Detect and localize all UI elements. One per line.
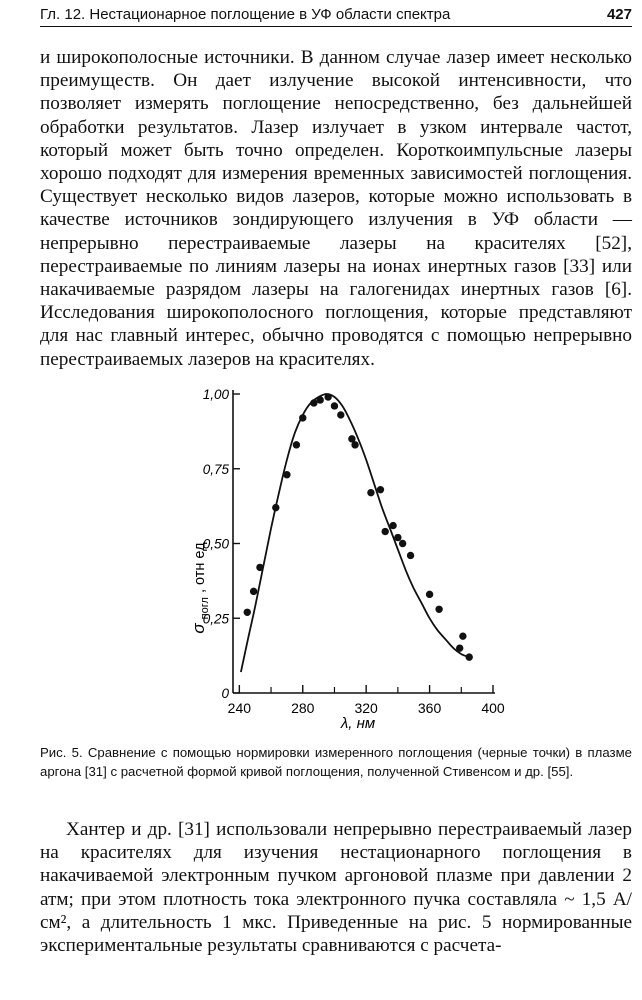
body-paragraph-1: и широкополосные источники. В данном случае лазер имеет несколько преимуществ. Он дает излучение высокой интенсивности, что позволяет измерять поглощение непосредственно, без дальнейшей обработки результатов. Лазер излучает в узком интервале частот, который может быть точно определен. Короткоимпульсные лазеры хорошо подходят для измерения временных зависимостей поглощения. Существует несколько видов лазеров, которые можно использовать в качестве источников зондирующего излучения в УФ области — непрерывно перестраиваемые лазеры на красителях [52], перестраиваемые по линиям лазеры на ионах инертных газов [33] или накачиваемые разрядом лазеры на галогенидах инертных газов [6]. Исследования широкополосного поглощения, которые представляют для нас главный интерес, обычно проводятся с помощью непрерывно перестраиваемых лазеров на красителях.: [40, 47, 632, 370]
data-point: [331, 402, 338, 409]
y-axis-label-symbol: σ: [189, 623, 208, 634]
y-tick-label: 0,75: [202, 461, 229, 477]
y-axis-label-subscript: погл: [199, 597, 211, 620]
data-point: [426, 591, 433, 598]
calculated-curve: [241, 394, 469, 672]
y-tick-label: 0,25: [202, 611, 229, 627]
data-point: [466, 653, 473, 660]
x-tick-label: 400: [481, 700, 505, 716]
y-tick-label: 0: [221, 686, 229, 701]
x-tick-label: 320: [354, 700, 378, 716]
data-point: [407, 552, 414, 559]
y-axis-label-units: , отн ед: [192, 542, 208, 594]
data-point: [293, 441, 300, 448]
data-point: [256, 564, 263, 571]
data-point: [351, 441, 358, 448]
data-point: [250, 588, 257, 595]
data-point: [394, 534, 401, 541]
x-tick-label: 240: [227, 700, 252, 716]
y-axis-label: [189, 542, 212, 634]
x-tick-label: 280: [291, 700, 315, 716]
data-point: [244, 609, 251, 616]
running-title: Гл. 12. Нестационарное поглощение в УФ области спектра: [40, 6, 451, 23]
data-point: [337, 411, 344, 418]
data-point: [459, 632, 466, 639]
measured-points: [244, 393, 473, 661]
data-point: [399, 540, 406, 547]
y-tick-label: 0,50: [202, 536, 229, 552]
body-paragraph-2: Хантер и др. [31] использовали непрерывно перестраиваемый лазер на красителях для изучения нестационарного поглощения в накачиваемой электронным пучком аргоновой плазме при давлении 2 атм; при этом плотность тока электронного пучка составляла ~ 1,5 А/см², а длительность 1 мкс. Приведенные на рис. 5 нормированные экспериментальные результаты сравниваются с расчета-: [40, 819, 632, 957]
data-point: [324, 393, 331, 400]
data-point: [272, 504, 279, 511]
data-point: [381, 528, 388, 535]
page-number: 427: [606, 6, 632, 23]
absorption-chart: [180, 380, 510, 735]
data-point: [310, 399, 317, 406]
data-point: [316, 396, 323, 403]
data-point: [456, 644, 463, 651]
x-axis-label: λ, нм: [340, 715, 376, 732]
chart-axes: [233, 390, 495, 693]
y-tick-label: 1,00: [202, 387, 229, 402]
data-point: [377, 486, 384, 493]
figure-5: [180, 380, 510, 735]
data-point: [367, 489, 374, 496]
x-tick-label: 360: [417, 700, 442, 716]
data-point: [389, 522, 396, 529]
data-point: [283, 471, 290, 478]
page-header: [40, 4, 632, 27]
figure-caption: Рис. 5. Сравнение с помощью нормировки измеренного поглощения (черные точки) в плазме аргона [31] с расчетной формой кривой поглощения, полученной Стивенсом и др. [55].: [40, 745, 632, 779]
data-point: [435, 606, 442, 613]
data-point: [299, 414, 306, 421]
